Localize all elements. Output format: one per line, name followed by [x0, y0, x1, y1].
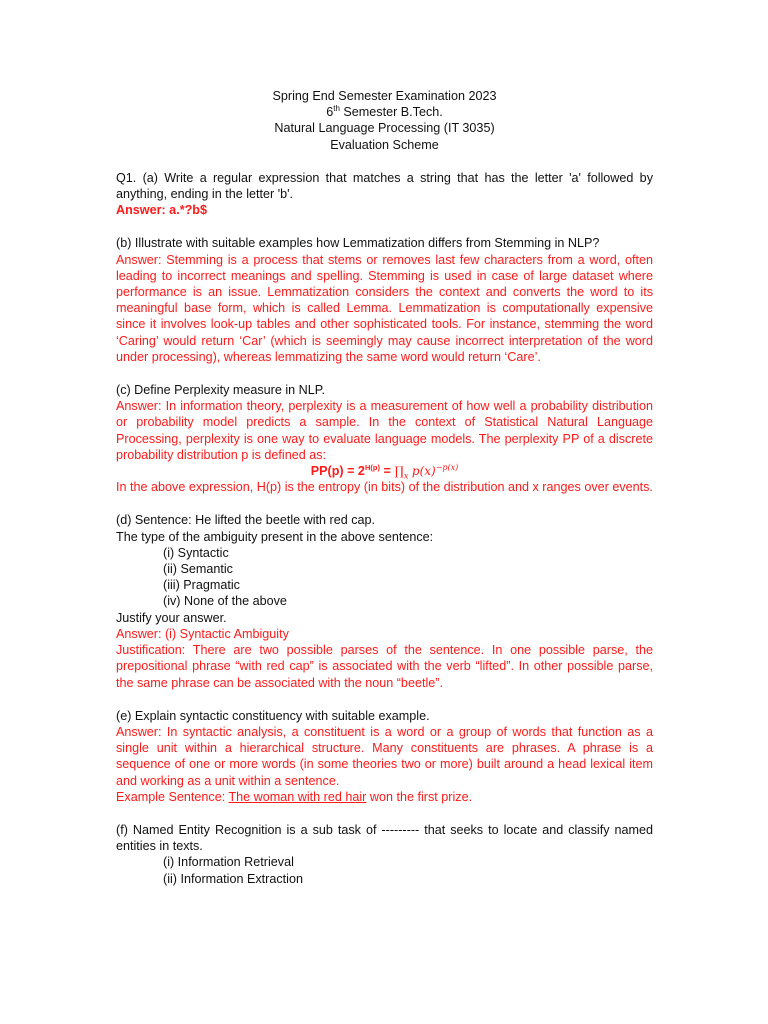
q1b-answer: Answer: Stemming is a process that stems or removes last few characters from a word, often leading to incorrect meanings and spelling. Stemming is used in case of large dataset where performance is an issue. Lemmatization considers the context and converts the word to its meaningful base form, which is called Lemma. Lemmatization is computationally expensive since it involves look-up tables and other sophisticated tools. For instance, stemming the word ‘Caring’ would return ‘Car’ (which is seemingly may cause incorrect interpretation of the word under processing), whereas lemmatizing the same word would return ‘Care’. [116, 252, 653, 364]
example-label: Example Sentence: [116, 789, 229, 804]
q1a-answer: Answer: a.*?b$ [116, 203, 207, 218]
q1c-answer: Answer: In information theory, perplexity is a measurement of how well a probability distribution or probability model predicts a sample. In the context of Statistical Natural Language Processing, perplexity is one way to evaluate language models. The perplexity PP of a discrete probability distribution p is defined as: [116, 399, 653, 462]
course-name: Natural Language Processing (IT 3035) [274, 121, 495, 136]
q1c-question: (c) Define Perplexity measure in NLP. [116, 383, 326, 398]
example-underlined-phrase: The woman with red hair [228, 789, 367, 804]
q1f-question: (f) Named Entity Recognition is a sub task of --------- that seeks to locate and classify named entities in texts. [116, 822, 653, 854]
q1e-answer: Answer: In syntactic analysis, a constituent is a word or a group of words that function as a single unit within a hierarchical structure. Many constituents are phrases. A phrase is a sequence of one or more words (in some theories two or more) built around a head lexical item and working as a unit within a sentence. [116, 724, 653, 788]
q1d-sentence: (d) Sentence: He lifted the beetle with red cap. [116, 513, 376, 528]
q1d-justify-prompt: Justify your answer. [116, 610, 227, 625]
q1d-justification: Justification: There are two possible parses of the sentence. In one possible parse, the prepositional phrase “with red cap” is associated with the verb “lifted”. In other possible parse, the same phrase can be associated with the noun “beetle”. [116, 643, 653, 690]
semester-suffix: th [333, 104, 340, 114]
q1d-option: (i) Syntactic [163, 545, 229, 560]
q1d-option: (ii) Semantic [163, 562, 233, 577]
perplexity-formula: $PP(p) = 2^{H(p)}$ = $\prod_x$ $p(x)^{-p(x)}$ [310, 462, 459, 481]
q1e-example [116, 789, 653, 805]
semester-number: 6 [326, 105, 334, 120]
semester-line [116, 104, 653, 120]
q1d-option: (iii) Pragmatic [163, 578, 240, 593]
exam-title: Spring End Semester Examination 2023 [272, 89, 497, 103]
exam-header [116, 88, 653, 153]
scheme-title: Evaluation Scheme [330, 137, 439, 152]
q1f-option: (ii) Information Extraction [163, 871, 303, 886]
semester-text: Semester B.Tech. [339, 105, 443, 120]
document-body [116, 88, 653, 887]
q1d-prompt: The type of the ambiguity present in the above sentence: [116, 529, 434, 544]
q1d-answer: Answer: (i) Syntactic Ambiguity [116, 626, 289, 641]
q1c-explanation: In the above expression, H(p) is the entropy (in bits) of the distribution and x ranges over events. [116, 480, 653, 495]
example-rest: won the first prize. [366, 789, 473, 804]
q1d-option: (iv) None of the above [163, 594, 287, 609]
q1b-question: (b) Illustrate with suitable examples how Lemmatization differs from Stemming in NLP? [116, 236, 600, 251]
q1e-question: (e) Explain syntactic constituency with suitable example. [116, 708, 430, 723]
q1f-option: (i) Information Retrieval [163, 855, 294, 870]
q1a-question: Q1. (a) Write a regular expression that matches a string that has the letter 'a' followed by anything, ending in the letter 'b'. [116, 170, 653, 202]
